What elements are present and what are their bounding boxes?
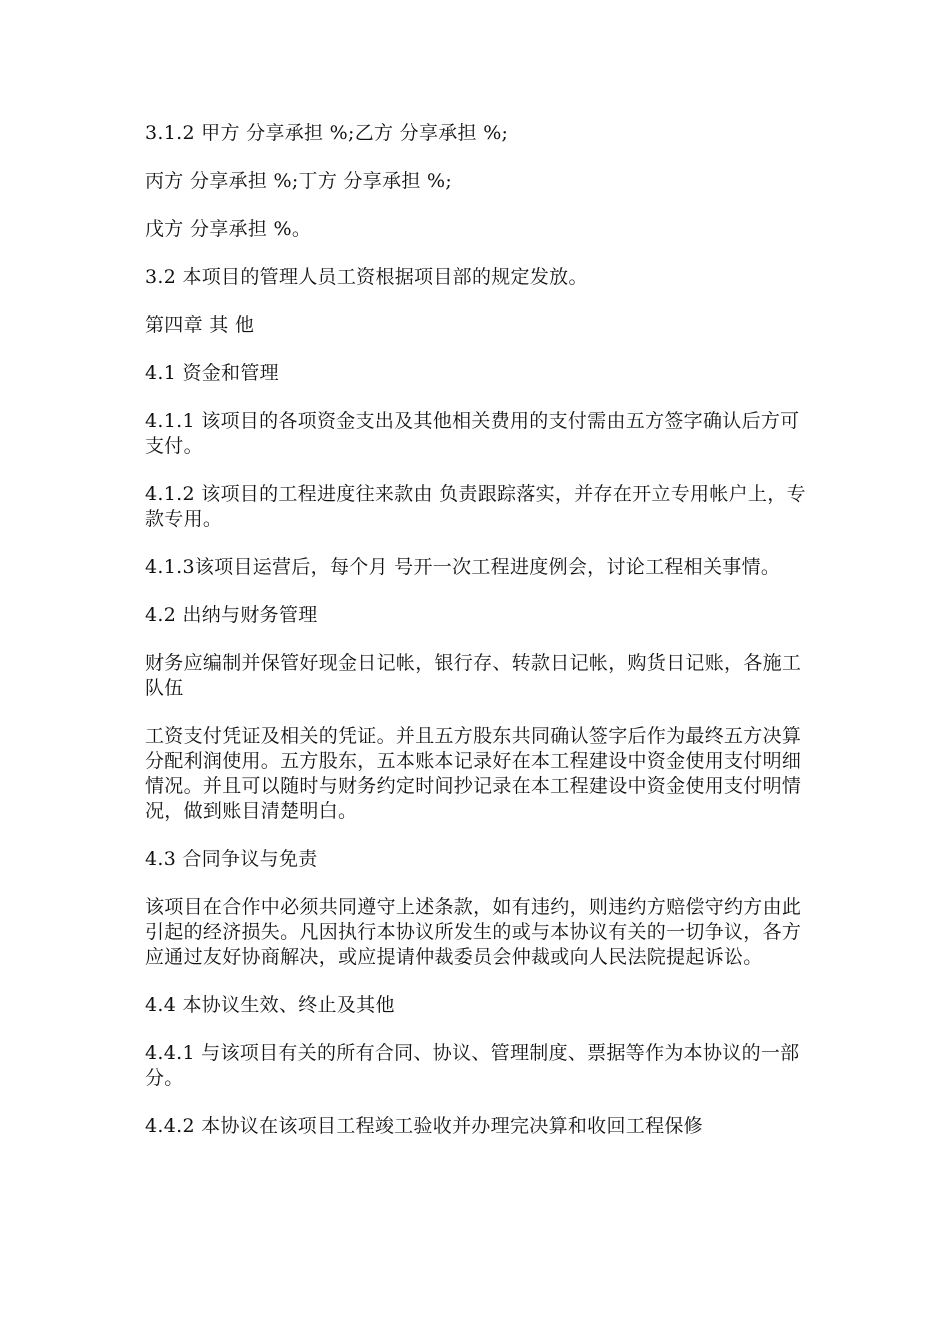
section-4-3-heading: 4.3 合同争议与免责 <box>145 848 318 870</box>
clause-3-1-2: 3.1.2 甲方 分享承担 %;乙方 分享承担 %; <box>145 122 509 144</box>
clause-3-2: 3.2 本项目的管理人员工资根据项目部的规定发放。 <box>145 266 588 288</box>
document-page <box>145 121 810 1162</box>
clause-4-1-2: 4.1.2 该项目的工程进度往来款由 负责跟踪落实，并存在开立专用帐户上，专款专用。 <box>145 483 806 530</box>
clause-3-1-2-cont-2: 戊方 分享承担 %。 <box>145 218 312 240</box>
clause-4-4-2: 4.4.2 本协议在该项目工程竣工验收并办理完决算和收回工程保修 <box>145 1115 703 1137</box>
clause-4-1-1: 4.1.1 该项目的各项资金支出及其他相关费用的支付需由五方签字确认后方可支付。 <box>145 410 800 457</box>
dispute-paragraph: 该项目在合作中必须共同遵守上述条款，如有违约，则违约方赔偿守约方由此引起的经济损失。凡因执行本协议所发生的或与本协议有关的一切争议，各方应通过友好协商解决，或应提请仲裁委员会仲裁或向人民法院提起诉讼。 <box>145 896 802 968</box>
clause-3-1-2-cont-1: 丙方 分享承担 %;丁方 分享承担 %; <box>145 170 453 192</box>
section-4-4-heading: 4.4 本协议生效、终止及其他 <box>145 994 395 1016</box>
clause-4-4-1: 4.4.1 与该项目有关的所有合同、协议、管理制度、票据等作为本协议的一部分。 <box>145 1042 800 1089</box>
clause-4-1-3: 4.1.3该项目运营后，每个月 号开一次工程进度例会，讨论工程相关事情。 <box>145 556 781 578</box>
finance-paragraph-2: 工资支付凭证及相关的凭证。并且五方股东共同确认签字后作为最终五方决算分配利润使用。五方股东，五本账本记录好在本工程建设中资金使用支付明细情况。并且可以随时与财务约定时间抄记录在本工程建设中资金使用支付明情况，做到账目清楚明白。 <box>145 725 802 822</box>
finance-paragraph-1: 财务应编制并保管好现金日记帐，银行存、转款日记帐，购货日记账，各施工队伍 <box>145 652 802 699</box>
chapter-4-heading: 第四章 其 他 <box>145 314 255 336</box>
section-4-1-heading: 4.1 资金和管理 <box>145 362 279 384</box>
section-4-2-heading: 4.2 出纳与财务管理 <box>145 604 318 626</box>
